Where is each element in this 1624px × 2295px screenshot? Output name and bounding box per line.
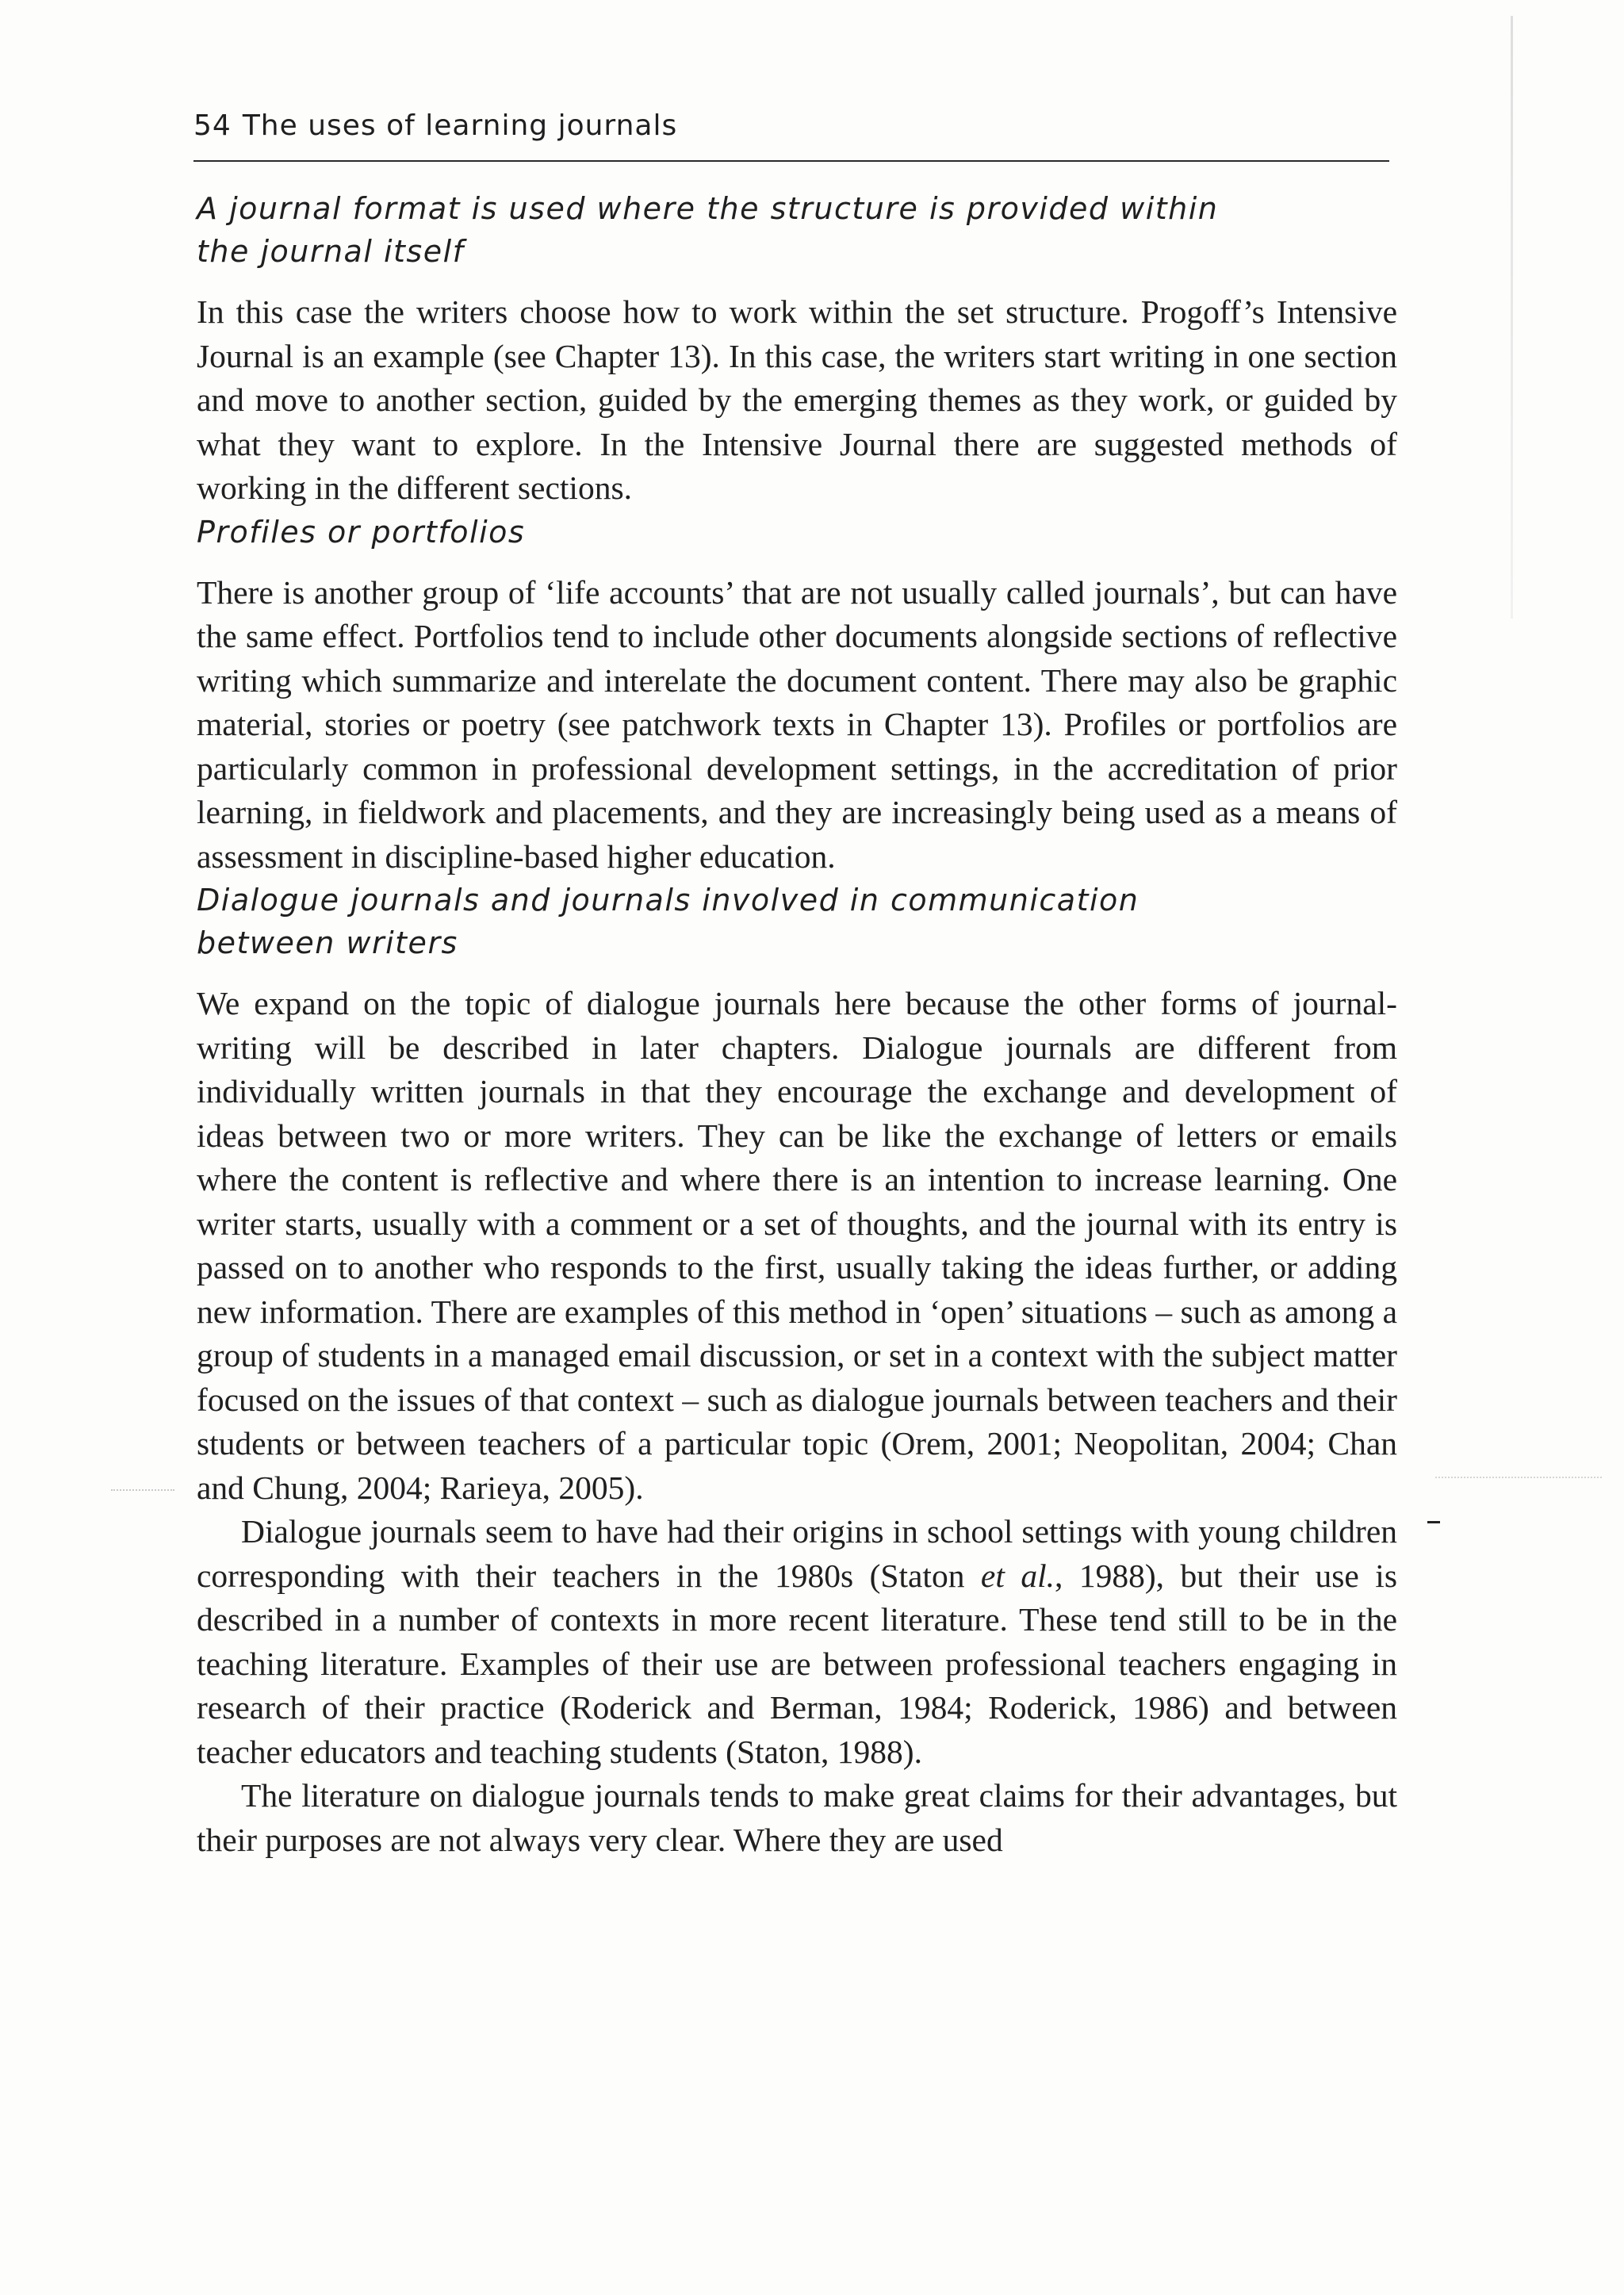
running-title: The uses of learning journals <box>242 109 678 142</box>
section-heading-profiles-portfolios: Profiles or portfolios <box>197 514 526 550</box>
paragraph: There is another group of ‘life accounts’ that are not usually called journals’, but can have the same effect. Portfolios tend to include other documents alongside sections of reflective writing which summarize and interelate the document content. There may also be graphic material, stories or poetry (see patchwork texts in Chapter 13). Profiles or portfolios are particularly common in professional development settings, in the accreditation of prior learning, in fieldwork and placements, and they are increasingly being used as a means of assessment in discipline-based higher education. <box>197 573 1397 875</box>
text-run: Dialogue journals seem to have had their origins in school settings with young children corresponding with their teachers in the 1980s (Staton <box>197 1513 1397 1594</box>
running-head <box>193 109 1389 162</box>
page-number: 54 <box>193 109 232 142</box>
margin-mark <box>1427 1521 1440 1523</box>
section-heading-journal-format: A journal format is used where the structure is provided within the journal itself <box>197 191 1219 269</box>
paragraph: We expand on the topic of dialogue journals here because the other forms of journal-writing will be described in later chapters. Dialogue journals are different from individually written journals in that they encourage the exchange and development of ideas between two or more writers. They can be like the exchange of letters or emails where the content is reflective and where there is an intention to increase learning. One writer starts, usually with a comment or a set of thoughts, and the journal with its entry is passed on to another who responds to the first, usually taking the ideas further, or adding new information. There are examples of this method in ‘open’ situations – such as among a group of students in a managed email discussion, or set in a context with the subject matter focused on the issues of that context – such as dialogue journals between teachers and their students or between teachers of a particular topic (Orem, 2001; Neopolitan, 2004; Chan and Chung, 2004; Rarieya, 2005). <box>197 985 1397 1506</box>
paragraph: The literature on dialogue journals tends to make great claims for their advantages, but their purposes are not always very clear. Where they are used <box>197 1777 1397 1858</box>
italic-citation: et al. <box>980 1557 1055 1594</box>
scan-speck <box>1435 1477 1602 1480</box>
text-run: , 1988), but their use is described in a number of contexts in more recent literature. These tend still to be in the teaching literature. Examples of their use are between professional teachers engaging in research of their practice (Roderick and Berman, 1984; Roderick, 1986) and between teacher educators and teaching students (Staton, 1988). <box>197 1557 1397 1770</box>
scan-edge-streak <box>1511 16 1513 619</box>
scan-speck <box>111 1489 174 1492</box>
paragraph <box>197 1510 1397 1774</box>
page-body <box>197 187 1397 1862</box>
paragraph: In this case the writers choose how to work within the set structure. Progoff’s Intensive Journal is an example (see Chapter 13). In this case, the writers start writing in one section and move to another section, guided by the emerging themes as they work, or guided by what they want to explore. In the Intensive Journal there are suggested methods of working in the different sections. <box>197 293 1397 506</box>
section-heading-dialogue-journals: Dialogue journals and journals involved in communication between writers <box>197 883 1139 960</box>
